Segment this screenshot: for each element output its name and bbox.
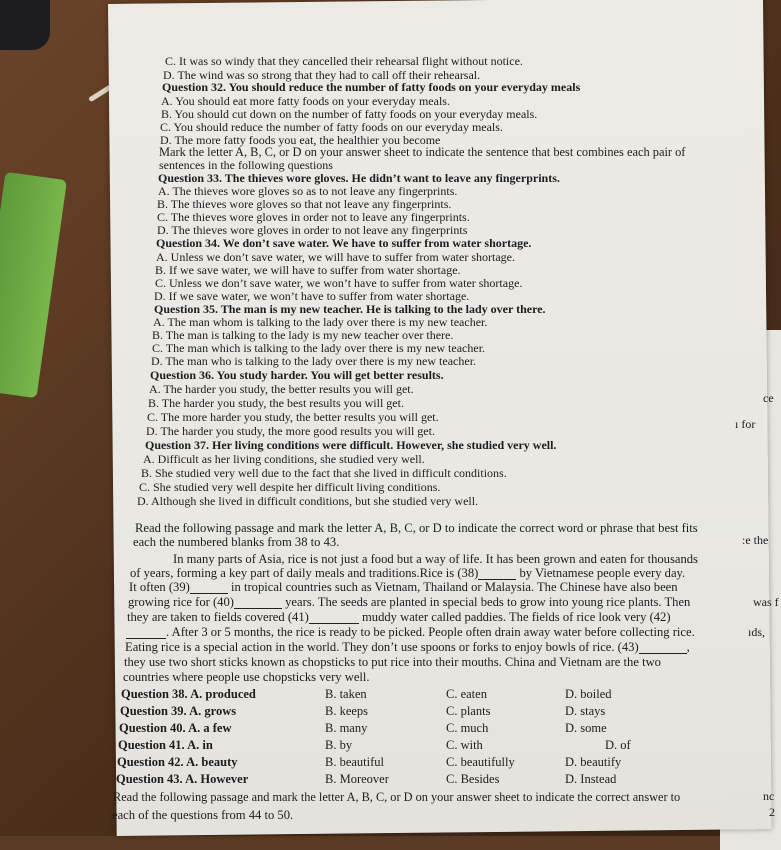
edge-text: ı for [735, 417, 756, 431]
passage-text: , [686, 640, 690, 654]
option-43-c: C. Besides [446, 772, 500, 786]
option-43-a: Question 43. A. However [116, 772, 249, 786]
passage-text: It often (39) [129, 580, 190, 594]
option-32b: B. You should cut down on the number of fatty foods on your everyday meals. [161, 107, 538, 121]
instruction-44-50-cont: each of the questions from 44 to 50. [112, 808, 294, 822]
option-38-b: B. taken [325, 687, 367, 701]
question-34: Question 34. We don’t save water. We have to suffer from water shortage. [156, 236, 532, 250]
option-41-b: B. by [325, 738, 353, 752]
option-40-a: Question 40. A. a few [119, 721, 232, 735]
option-34c: C. Unless we don’t save water, we won’t have to suffer from water shortage. [155, 276, 523, 290]
option-33a: A. The thieves wore gloves so as to not leave any fingerprints. [158, 184, 458, 198]
passage-text: in tropical countries such as Vietnam, Thailand or Malaysia. The Chinese have also been [227, 580, 678, 594]
instruction-33-37: Mark the letter A, B, C, or D on your answer sheet to indicate the sentence that best combines each pair of [159, 145, 686, 159]
option-41-d: D. of [605, 738, 631, 752]
edge-text: nc [763, 789, 775, 803]
option-39-c: C. plants [446, 704, 491, 718]
option-41-a: Question 41. A. in [118, 738, 213, 752]
passage-line-7 [125, 641, 690, 654]
option-31c: C. It was so windy that they cancelled their rehearsal flight without notice. [165, 54, 523, 68]
option-37b: B. She studied very well due to the fact that she lived in difficult conditions. [141, 466, 507, 480]
edge-text: ıds, [748, 625, 766, 639]
option-31d: D. The wind was so strong that they had to call off their rehearsal. [163, 68, 481, 82]
passage-text: years. The seeds are planted in special beds to grow into young rice plants. Then [281, 595, 691, 609]
question-36: Question 36. You study harder. You will get better results. [150, 368, 444, 382]
passage-line-1: In many parts of Asia, rice is not just a food but a way of life. It has been grown and eaten for thousands [173, 552, 698, 566]
option-33b: B. The thieves wore gloves so that not leave any fingerprints. [157, 197, 452, 211]
option-43-b: B. Moreover [325, 772, 389, 786]
edge-text: was f [753, 595, 779, 609]
option-42-c: C. beautifully [446, 755, 515, 769]
passage-line-4 [128, 596, 690, 609]
passage-line-9: countries where people use chopsticks very well. [123, 670, 370, 684]
option-39-b: B. keeps [325, 704, 369, 718]
option-37c: C. She studied very well despite her difficult living conditions. [139, 480, 441, 494]
option-39-d: D. stays [565, 704, 606, 718]
option-35b: B. The man is talking to the lady is my new teacher over there. [152, 328, 454, 342]
blank-40 [234, 596, 282, 609]
option-32a: A. You should eat more fatty foods on your everyday meals. [161, 94, 450, 108]
blank-41 [309, 611, 359, 624]
question-33: Question 33. The thieves wore gloves. He didn’t want to leave any fingerprints. [158, 171, 560, 185]
instruction-33-37-cont: sentences in the following questions [159, 158, 333, 172]
blank-39 [190, 581, 228, 594]
option-34d: D. If we save water, we won’t have to suffer from water shortage. [154, 289, 470, 303]
option-33c: C. The thieves wore gloves in order not to leave any fingerprints. [157, 210, 470, 224]
passage-text: . After 3 or 5 months, the rice is ready to be picked. People often drain away water before collecting rice. [166, 625, 695, 639]
instruction-38-43-cont: each the numbered blanks from 38 to 43. [133, 535, 340, 549]
option-42-b: B. beautiful [325, 755, 385, 769]
option-32c: C. You should reduce the number of fatty foods on our everyday meals. [160, 120, 503, 134]
question-37: Question 37. Her living conditions were difficult. However, she studied very well. [145, 438, 557, 452]
blank-43 [639, 641, 687, 654]
option-34b: B. If we save water, we will have to suffer from water shortage. [155, 263, 461, 277]
option-35a: A. The man whom is talking to the lady over there is my new teacher. [153, 315, 488, 329]
edge-text: :e the [742, 533, 769, 547]
passage-text: of years, forming a key part of daily meals and traditions.Rice is (38) [130, 566, 479, 580]
option-38-d: D. boiled [565, 687, 612, 701]
option-40-c: C. much [446, 721, 489, 735]
option-36a: A. The harder you study, the better results you will get. [149, 382, 414, 396]
instruction-38-43: Read the following passage and mark the letter A, B, C, or D to indicate the correct word or phrase that best fits [135, 521, 698, 535]
option-37d: D. Although she lived in difficult conditions, but she studied very well. [137, 494, 479, 508]
passage-text: by Vietnamese people every day. [516, 566, 686, 580]
option-41-c: C. with [446, 738, 483, 752]
option-38-c: C. eaten [446, 687, 487, 701]
option-35c: C. The man which is talking to the lady over there is my new teacher. [152, 341, 486, 355]
passage-text: Eating rice is a special action in the world. They don’t use spoons or forks to enjoy bowls of rice. (43) [125, 640, 639, 654]
option-42-d: D. beautify [565, 755, 622, 769]
option-37a: A. Difficult as her living conditions, she studied very well. [143, 452, 425, 466]
blank-42 [126, 626, 166, 639]
question-32: Question 32. You should reduce the number of fatty foods on your everyday meals [162, 80, 581, 94]
option-35d: D. The man who is talking to the lady over there is my new teacher. [151, 354, 477, 368]
option-39-a: Question 39. A. grows [120, 704, 237, 718]
edge-text: ce [763, 391, 774, 405]
option-43-d: D. Instead [565, 772, 617, 786]
option-36c: C. The more harder you study, the better results you will get. [147, 410, 439, 424]
option-38-a: Question 38. A. produced [121, 687, 256, 701]
option-40-b: B. many [325, 721, 368, 735]
option-40-d: D. some [565, 721, 607, 735]
passage-text: they are taken to fields covered (41) [127, 610, 309, 624]
option-36d: D. The harder you study, the more good results you will get. [146, 424, 435, 438]
option-32d: D. The more fatty foods you eat, the healthier you become [160, 133, 441, 147]
instruction-44-50: Read the following passage and mark the letter A, B, C, or D on your answer sheet to indicate the correct answer to [113, 790, 681, 804]
option-42-a: Question 42. A. beauty [117, 755, 238, 769]
passage-text: muddy water called paddies. The fields of rice look very (42) [358, 610, 671, 624]
passage-line-2 [130, 567, 685, 580]
passage-text: growing rice for (40) [128, 595, 234, 609]
option-36b: B. The harder you study, the best results you will get. [148, 396, 404, 410]
passage-line-6 [126, 626, 695, 639]
edge-text: 2 [769, 805, 775, 819]
question-35: Question 35. The man is my new teacher. He is talking to the lady over there. [154, 302, 546, 316]
passage-line-3 [129, 581, 678, 594]
option-34a: A. Unless we don’t save water, we will have to suffer from water shortage. [156, 250, 515, 264]
blank-38 [478, 567, 516, 580]
passage-line-5 [127, 611, 671, 624]
option-33d: D. The thieves wore gloves in order to not leave any fingerprints [157, 223, 468, 237]
passage-line-8: they use two short sticks known as chopsticks to put rice into their mouths. China and Vietnam are the two [124, 655, 661, 669]
